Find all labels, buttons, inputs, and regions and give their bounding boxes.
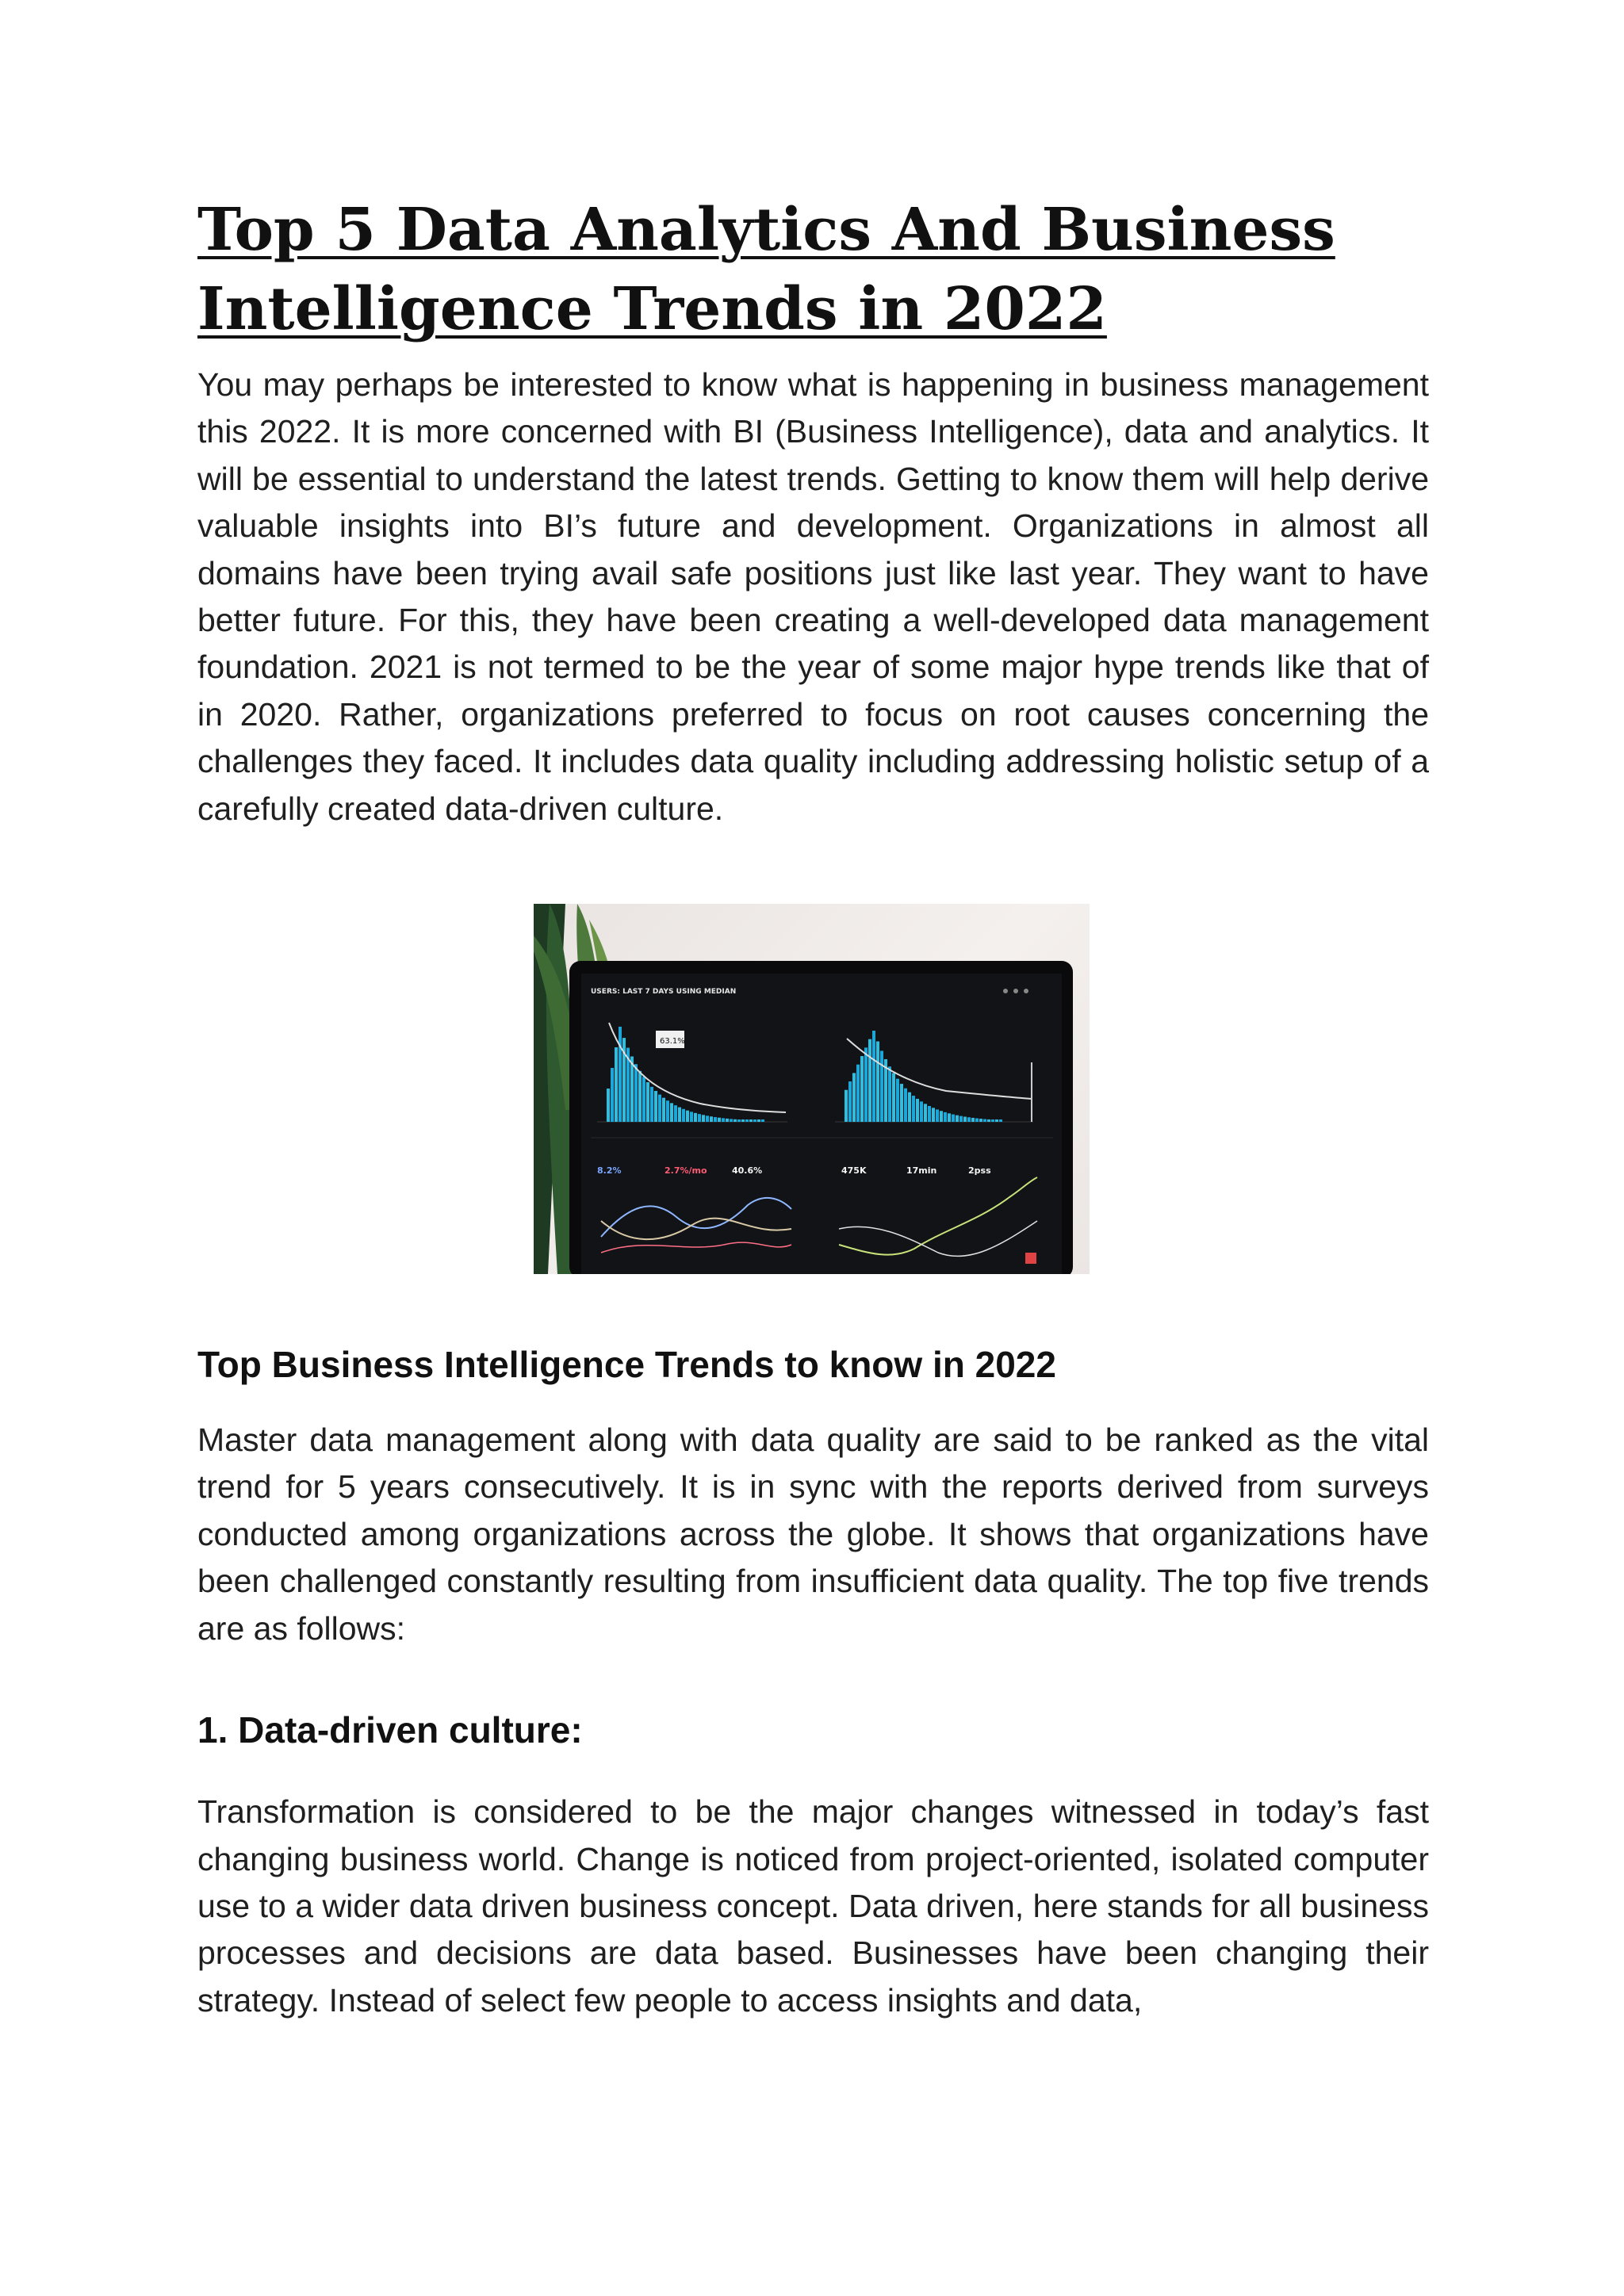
histogram-bar — [880, 1051, 883, 1123]
histogram-bar — [714, 1117, 717, 1122]
histogram-bar — [971, 1118, 975, 1122]
histogram-bar — [730, 1119, 733, 1122]
histogram-bar — [666, 1100, 669, 1122]
histogram-bar — [654, 1091, 657, 1122]
histogram-bar — [638, 1071, 642, 1122]
histogram-bar — [845, 1090, 848, 1122]
histogram-bar — [956, 1115, 959, 1122]
histogram-bar — [896, 1079, 899, 1122]
histogram-bar — [698, 1114, 701, 1122]
section-heading: Top Business Intelligence Trends to know in 2022 — [197, 1344, 1056, 1386]
histogram-bar — [932, 1108, 935, 1122]
histogram-bar — [848, 1081, 852, 1122]
histogram-bar — [662, 1098, 665, 1122]
histogram-bar — [753, 1119, 756, 1122]
intro-paragraph: You may perhaps be interested to know what is happening in business management this 2022. It is more concerned with BI (Business Intelligence), data and analytics. It will be essential to understand the latest trends. Getting to know them will help derive valuable insights into BI’s future and development. Organizations in almost all domains have been trying avail safe positions just like last year. They want to have better future. For this, they have been creating a well-developed data management foundation. 2021 is not termed to be the year of some major hype trends like that of in 2020. Rather, organizations preferred to focus on root causes concerning the challenges they faced. It includes data quality including addressing holistic setup of a carefully created data-driven culture. — [197, 366, 1429, 827]
histogram-bar — [733, 1119, 737, 1122]
histogram-bar — [619, 1027, 622, 1122]
histogram-bar — [991, 1119, 994, 1122]
histogram-bar — [737, 1119, 741, 1122]
histogram-bar — [741, 1119, 745, 1122]
histogram-bar — [912, 1096, 915, 1122]
kpi-2: 2.7%/mo — [665, 1165, 707, 1177]
histogram-bar — [761, 1119, 764, 1122]
histogram-bar — [975, 1119, 979, 1122]
histogram-bar — [892, 1073, 895, 1123]
laptop-screen — [581, 974, 1062, 1274]
histogram-bar — [686, 1111, 689, 1122]
histogram-bar — [634, 1064, 638, 1122]
trend-1-heading: 1. Data-driven culture: — [197, 1709, 583, 1751]
histogram-bar — [745, 1119, 749, 1122]
histogram-bar — [979, 1119, 982, 1122]
kpi-3: 40.6% — [732, 1165, 763, 1177]
histogram-bar — [920, 1101, 923, 1122]
histogram-bar — [757, 1119, 760, 1122]
kpi-6: 2pss — [968, 1165, 991, 1177]
histogram-bar — [722, 1118, 725, 1122]
histogram-bar — [860, 1056, 864, 1122]
histogram-bar — [678, 1108, 681, 1122]
histogram-bar — [944, 1112, 947, 1122]
histogram-bar — [658, 1095, 661, 1122]
histogram-bar — [749, 1119, 753, 1122]
dashboard-photo — [534, 904, 1090, 1274]
histogram-bar — [948, 1113, 951, 1122]
histogram-bar — [940, 1111, 943, 1122]
histogram-bar — [726, 1119, 729, 1122]
histogram-bar — [650, 1087, 653, 1122]
histogram-bar — [999, 1119, 1002, 1122]
histogram-bar — [967, 1117, 971, 1122]
histogram-bar — [952, 1115, 955, 1122]
histogram-bar — [868, 1039, 871, 1122]
histogram-bar — [607, 1089, 610, 1122]
histogram-bar — [670, 1103, 673, 1122]
histogram-bar — [936, 1109, 939, 1122]
histogram-bar — [888, 1066, 891, 1122]
histogram-bar — [995, 1119, 998, 1122]
histogram-bar — [900, 1084, 903, 1122]
kpi-4: 475K — [841, 1165, 867, 1177]
histogram-bar — [959, 1116, 963, 1122]
histogram-bar — [710, 1116, 713, 1122]
histogram-bar — [702, 1115, 705, 1122]
histogram-bar — [611, 1068, 614, 1122]
histogram-bar — [872, 1031, 875, 1122]
histogram-bar — [856, 1065, 860, 1122]
page-title: Top 5 Data Analytics And Business Intelligence Trends in 2022 — [197, 196, 1335, 343]
histogram-bar — [694, 1113, 697, 1122]
histogram-bar — [987, 1119, 990, 1122]
histogram-bar — [706, 1115, 709, 1122]
histogram-bar — [928, 1106, 931, 1122]
histogram-bar — [904, 1089, 907, 1122]
kpi-1: 8.2% — [597, 1165, 622, 1177]
section-paragraph: Master data management along with data quality are said to be ranked as the vital trend for 5 years consecutively. It is in sync with the reports derived from surveys conducted among organizations across the globe. It shows that organizations have been challenged constantly resulting from insufficient data quality. The top five trends are as follows: — [197, 1422, 1429, 1647]
histogram-bar — [876, 1042, 879, 1122]
histogram-bar — [642, 1077, 645, 1122]
histogram-bar — [916, 1099, 919, 1122]
histogram-bar — [674, 1105, 677, 1122]
histogram-bar — [682, 1109, 685, 1122]
document-page — [197, 190, 1429, 2024]
laptop-dashboard-image — [534, 904, 1090, 1274]
histogram-bar — [690, 1112, 693, 1122]
histogram-bar — [963, 1117, 967, 1122]
histogram-bar — [864, 1047, 868, 1122]
histogram-bar — [852, 1073, 856, 1122]
histogram-bar — [615, 1047, 618, 1122]
histogram-bar — [924, 1104, 927, 1122]
histogram-bar — [646, 1082, 649, 1122]
histogram-bar — [718, 1118, 721, 1122]
dashboard-header: USERS: LAST 7 DAYS USING MEDIAN — [591, 988, 737, 997]
histogram-bar — [983, 1119, 986, 1122]
trend-1-paragraph: Transformation is considered to be the major changes witnessed in today’s fast changing business world. Change is noticed from project-oriented, isolated computer use to a wider data driven business concept. Data driven, here stands for all business processes and decisions are data based. Businesses have been changing their strategy. Instead of select few people to access insights and data, — [197, 1793, 1429, 2019]
histogram-bar — [630, 1057, 634, 1122]
tooltip-value: 63.1% — [660, 1037, 685, 1047]
kpi-5: 17min — [906, 1165, 937, 1177]
histogram-bar — [908, 1093, 911, 1122]
